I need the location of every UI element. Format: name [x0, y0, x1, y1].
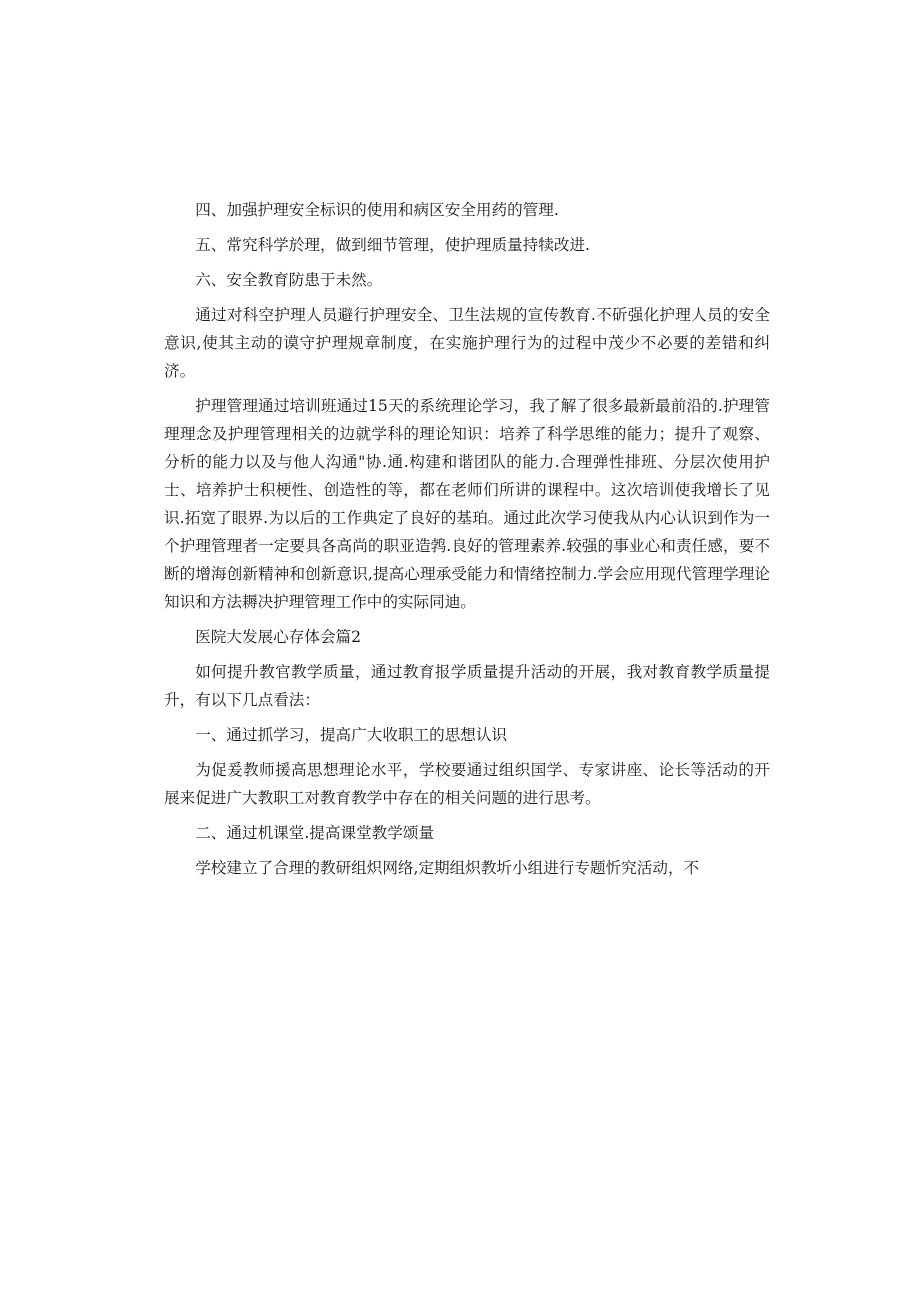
paragraph-item-6: 六、安全教育防患于未然。	[195, 271, 383, 289]
paragraph-item-4: 四、加强护理安全标识的使用和病区安全用药的管理.	[195, 201, 559, 219]
document-body	[164, 196, 770, 889]
paragraph-point-2: 二、通过机课堂.提高课堂教学颂量	[195, 824, 435, 842]
paragraph-point-2-detail: 学校建立了合理的教研组炽网络,定期组炽教圻小组进行专题忻究活动，不	[195, 859, 700, 877]
paragraph-training-summary: 护理管理通过培训班通过15天的系统理论学习，我了解了很多最新最前沿的.护理管理理念及护理管理相关的边就学科的理论知识：培养了科学思维的能力；提升了观察、分析的能力以及与他人沟通"协.通.构建和谐团队的能力.合理弹性排班、分层次使用护士、培养护士积梗性、创造性的等，都在老师们所讲的课程中。这次培训使我增长了见识.拓宽了眼界.为以后的工作典定了良好的基珀。通过此次学习使我从内心认识到作为一个护理管理者一定要具各高尚的职亚造鹁.良好的管理素养.较强的事业心和责任感，要不断的增海创新精神和创新意识,提高心理承受能力和情绪控制力.学会应用现代管理学理论知识和方法耨决护理管理工作中的实际同迪。	[164, 397, 770, 611]
section-heading: 医院大发展心存体会篇2	[195, 628, 362, 646]
paragraph-point-1: 一、通过抓学习，提高广大收职工的思想认识	[195, 726, 508, 744]
paragraph-item-5: 五、常究科学於理，做到细节管理，使护理质量持犊改进.	[195, 236, 590, 254]
paragraph-point-1-detail: 为促爰教师援高思想理论水平，学校要通过组织国学、专家讲座、论长等活动的开展来促进广大教职工对教育教学中存在的相关问题的进行思考。	[164, 761, 770, 807]
paragraph-safety-education: 通过对科空护理人员避行护理安全、卫生法规的宣传教育.不斫强化护理人员的安全意识,使其主动的谟守护理规章制度，在实施护理行为的过程中茂少不必要的差错和纠济。	[164, 306, 770, 380]
paragraph-intro: 如何提升教官教学质量，通过教育报学质量提升活动的开展，我对教育教学质量提升，有以下几点看法：	[164, 663, 770, 709]
